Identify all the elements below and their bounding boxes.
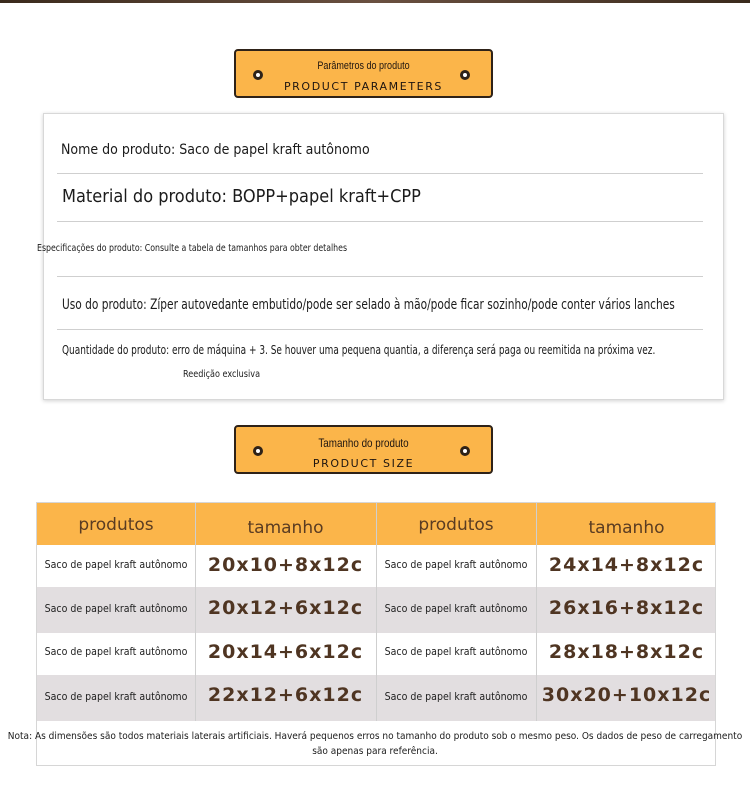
size-cell: 20x10+8x12c xyxy=(207,554,364,576)
column-divider xyxy=(195,503,196,721)
size-table xyxy=(36,502,716,766)
size-note: Nota: As dimensões são todos materiais laterais artificiais. Haverá pequenos erros no tamanho do produto sob o mesmo peso. Os dados de peso de carregamento são apenas para referência. xyxy=(7,731,743,757)
size-cell: 26x16+8x12c xyxy=(548,597,705,619)
size-cell: 20x14+6x12c xyxy=(207,641,364,663)
size-title-en: PRODUCT SIZE xyxy=(312,457,415,470)
size-cell: 30x20+10x12c xyxy=(541,684,712,706)
size-cell: 28x18+8x12c xyxy=(548,641,705,663)
param-specification: Especificações do produto: Consulte a tabela de tamanhos para obter detalhes xyxy=(37,243,348,254)
header-products: produtos xyxy=(78,515,154,535)
size-cell: 24x14+8x12c xyxy=(548,554,705,576)
product-name-cell: Saco de papel kraft autônomo xyxy=(384,646,528,658)
size-title-pt: Tamanho do produto xyxy=(318,436,409,450)
product-name-cell: Saco de papel kraft autônomo xyxy=(44,603,188,615)
params-title-banner xyxy=(234,49,493,98)
param-divider xyxy=(57,276,703,277)
product-name-cell: Saco de papel kraft autônomo xyxy=(384,603,528,615)
size-cell: 22x12+6x12c xyxy=(207,684,364,706)
size-cell: 20x12+6x12c xyxy=(207,597,364,619)
param-material: Material do produto: BOPP+papel kraft+CPP xyxy=(62,186,421,207)
top-divider xyxy=(0,0,750,3)
header-size: tamanho xyxy=(588,518,665,538)
header-products: produtos xyxy=(418,515,494,535)
header-size: tamanho xyxy=(247,518,324,538)
product-name-cell: Saco de papel kraft autônomo xyxy=(384,559,528,571)
product-name-cell: Saco de papel kraft autônomo xyxy=(384,691,528,703)
param-usage: Uso do produto: Zíper autovedante embutido/pode ser selado à mão/pode ficar sozinho/pode conter vários lanches xyxy=(62,297,675,313)
param-divider xyxy=(57,173,703,174)
column-divider xyxy=(376,503,377,721)
params-title-en: PRODUCT PARAMETERS xyxy=(283,80,444,93)
product-name-cell: Saco de papel kraft autônomo xyxy=(44,559,188,571)
param-product-name: Nome do produto: Saco de papel kraft autônomo xyxy=(61,142,370,158)
product-name-cell: Saco de papel kraft autônomo xyxy=(44,691,188,703)
param-footnote: Reedição exclusiva xyxy=(183,369,261,380)
column-divider xyxy=(536,503,537,721)
size-title-banner xyxy=(234,425,493,474)
param-quantity: Quantidade do produto: erro de máquina + 3. Se houver uma pequena quantia, a diferença será paga ou reemitida na próxima vez. xyxy=(62,343,656,357)
params-title-pt: Parâmetros do produto xyxy=(317,60,410,72)
param-divider xyxy=(57,221,703,222)
param-divider xyxy=(57,329,703,330)
product-name-cell: Saco de papel kraft autônomo xyxy=(44,646,188,658)
